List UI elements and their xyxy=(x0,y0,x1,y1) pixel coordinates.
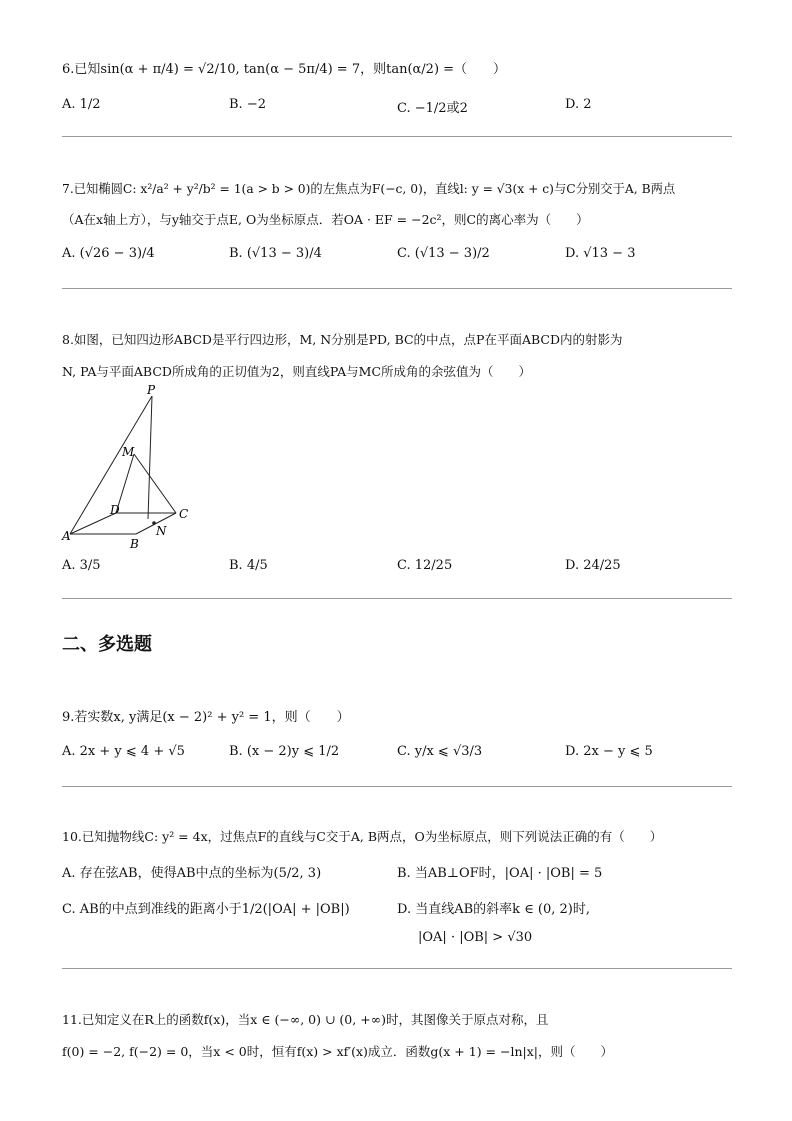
divider xyxy=(62,288,732,289)
q8-option-a: A. 3/5 xyxy=(62,558,101,573)
q10-option-b: B. 当AB⊥OF时，|OA| · |OB| = 5 xyxy=(397,866,603,881)
q6-option-a: A. 1/2 xyxy=(62,97,101,112)
q7-option-b: B. (√13 − 3)/4 xyxy=(229,246,322,261)
q9-option-a: A. 2x + y ⩽ 4 + √5 xyxy=(62,744,185,759)
q7-stem-line1: 7.已知椭圆C: x²/a² + y²/b² = 1(a > b > 0)的左焦点为F(−c, 0)，直线l: y = √3(x + c)与C分别交于A, B两点 xyxy=(62,182,676,196)
edge-pn xyxy=(148,396,152,519)
divider xyxy=(62,136,732,137)
q8-option-c: C. 12/25 xyxy=(397,558,453,573)
section-title: 二、多选题 xyxy=(62,634,152,655)
q8-option-b: B. 4/5 xyxy=(229,558,268,573)
q6-option-d: D. 2 xyxy=(565,97,592,112)
q8-pyramid-figure xyxy=(58,382,208,552)
q10-option-a: A. 存在弦AB，使得AB中点的坐标为(5/2, 3) xyxy=(62,866,322,881)
q9-stem: 9.若实数x, y满足(x − 2)² + y² = 1，则（ ） xyxy=(62,710,350,725)
label-p: P xyxy=(147,383,156,397)
q8-option-d: D. 24/25 xyxy=(565,558,621,573)
q6-stem: 6.已知sin(α + π/4) = √2/10, tan(α − 5π/4) = 7，则tan(α/2) =（ ） xyxy=(62,62,507,77)
q9-option-d: D. 2x − y ⩽ 5 xyxy=(565,744,653,759)
label-m: M xyxy=(122,445,135,459)
q7-option-d: D. √13 − 3 xyxy=(565,246,636,261)
divider xyxy=(62,968,732,969)
q6-option-b: B. −2 xyxy=(229,97,266,112)
label-a: A xyxy=(62,529,71,543)
q10-stem: 10.已知抛物线C: y² = 4x，过焦点F的直线与C交于A, B两点，O为坐标原点，则下列说法正确的有（ ） xyxy=(62,829,663,844)
q11-stem-line2: f(0) = −2, f(−2) = 0，当x < 0时，恒有f(x) > xf′(x)成立．函数g(x + 1) = −ln|x|，则（ ） xyxy=(62,1044,613,1059)
q8-stem-line1: 8.如图，已知四边形ABCD是平行四边形，M, N分别是PD, BC的中点，点P在平面ABCD内的射影为 xyxy=(62,332,623,347)
label-c: C xyxy=(179,507,189,521)
label-n: N xyxy=(156,524,167,538)
label-b: B xyxy=(130,537,139,551)
divider xyxy=(62,598,732,599)
q10-option-d-line2: |OA| · |OB| > √30 xyxy=(418,930,533,945)
q11-stem-line1: 11.已知定义在R上的函数f(x)，当x ∈ (−∞, 0) ∪ (0, +∞)时，其图像关于原点对称，且 xyxy=(62,1012,549,1027)
q9-option-c: C. y/x ⩽ √3/3 xyxy=(397,744,483,759)
q10-option-c: C. AB的中点到准线的距离小于1/2(|OA| + |OB|) xyxy=(62,902,350,917)
q7-option-a: A. (√26 − 3)/4 xyxy=(62,246,155,261)
q7-option-c: C. (√13 − 3)/2 xyxy=(397,246,490,261)
edge-mc xyxy=(134,454,176,513)
q9-option-b: B. (x − 2)y ⩽ 1/2 xyxy=(229,744,340,759)
q7-stem-line2: （A在x轴上方），与y轴交于点E, O为坐标原点．若OA · EF = −2c²，则C的离心率为（ ） xyxy=(62,212,589,227)
divider xyxy=(62,786,732,787)
q10-option-d-line1: D. 当直线AB的斜率k ∈ (0, 2)时, xyxy=(397,902,591,917)
label-d: D xyxy=(110,503,120,517)
q6-option-c: C. −1/2或2 xyxy=(397,101,468,116)
q8-stem-line2: N, PA与平面ABCD所成角的正切值为2，则直线PA与MC所成角的余弦值为（ ） xyxy=(62,364,532,379)
